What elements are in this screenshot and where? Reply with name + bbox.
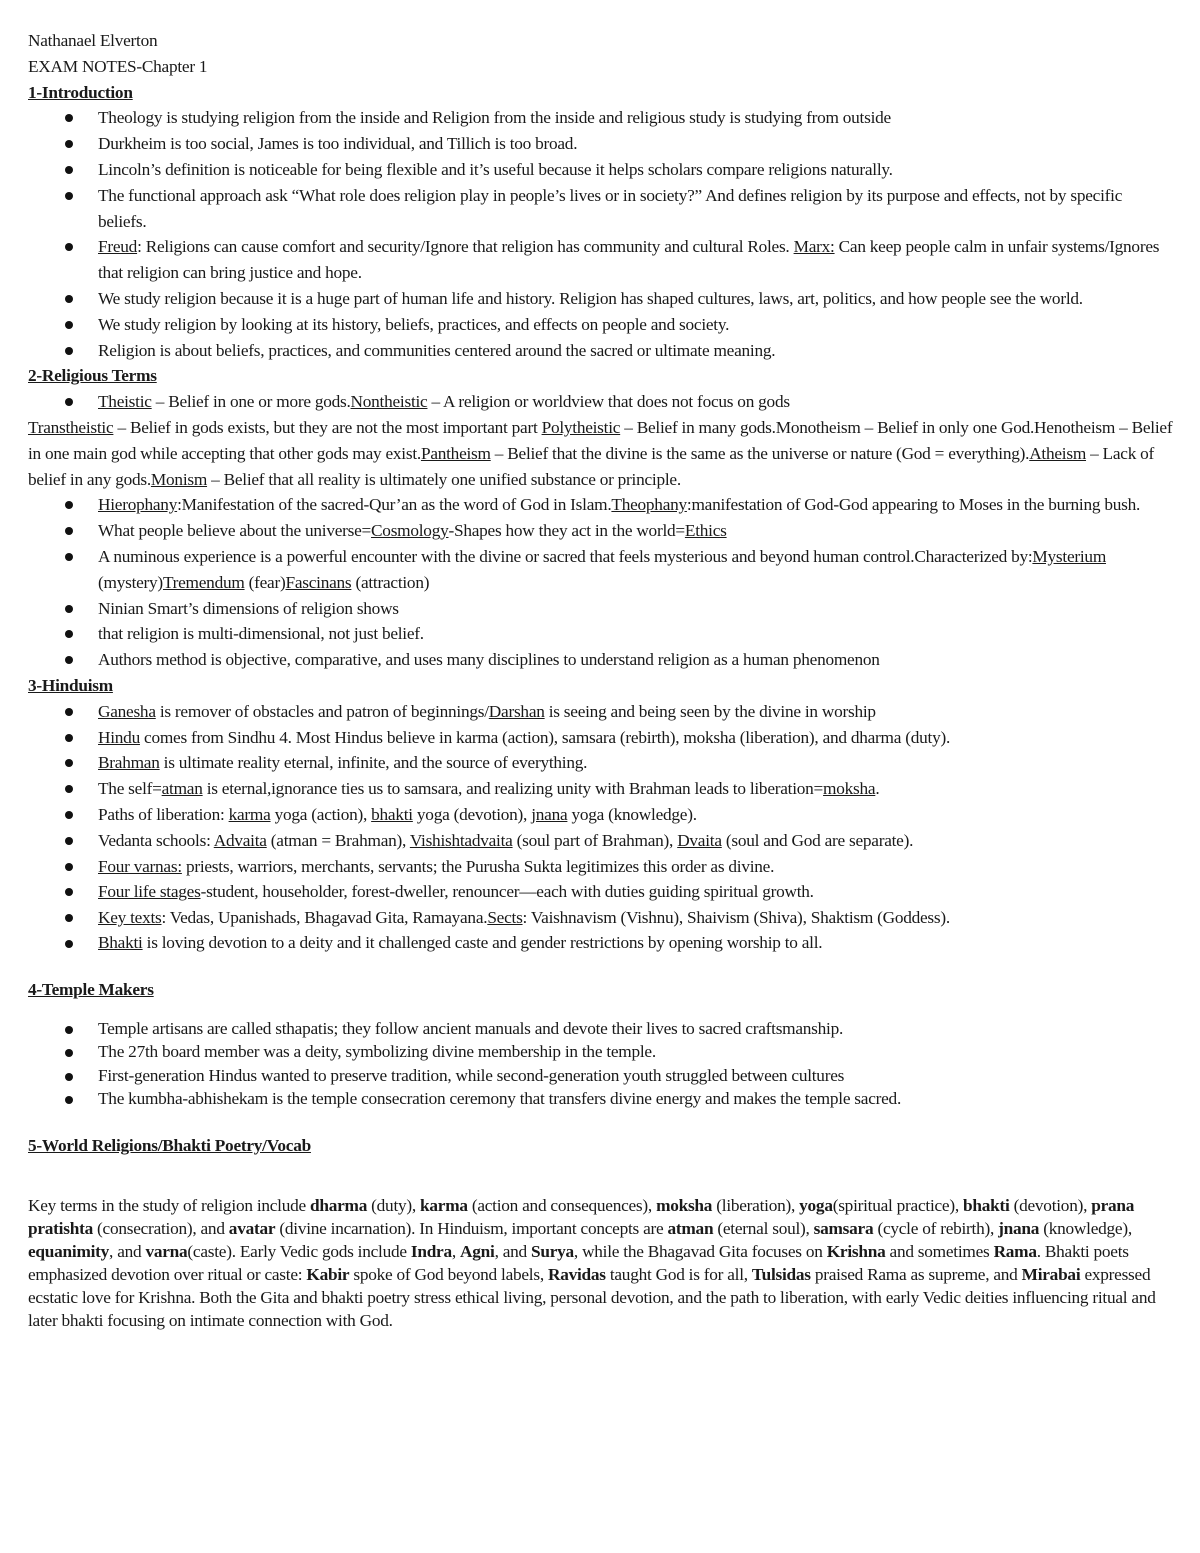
section-heading-temple-makers: 4-Temple Makers — [28, 979, 154, 999]
list-item: A numinous experience is a powerful encounter with the divine or sacred that feels mysterious and beyond human control.Characterized by:Mysterium (mystery)Tremendum (fear)Fascinans (attraction) — [28, 544, 1173, 596]
list-item: Authors method is objective, comparative, and uses many disciplines to understand religion as a human phenomenon — [28, 647, 1173, 673]
section-heading-world-religions: 5-World Religions/Bhakti Poetry/Vocab — [28, 1135, 311, 1155]
list-item: Four life stages-student, householder, forest-dweller, renouncer—each with duties guiding spiritual growth. — [28, 879, 1173, 905]
list-item: What people believe about the universe=Cosmology-Shapes how they act in the world=Ethics — [28, 518, 1173, 544]
section-heading-religious-terms: 2-Religious Terms — [28, 366, 157, 386]
section-heading-introduction: 1-Introduction — [28, 82, 133, 102]
document-title: EXAM NOTES-Chapter 1 — [28, 56, 208, 76]
list-item: Paths of liberation: karma yoga (action), bhakti yoga (devotion), jnana yoga (knowledge). — [28, 802, 1173, 828]
spacer — [28, 1158, 1173, 1172]
list-item: Religion is about beliefs, practices, and communities centered around the sacred or ultimate meaning. — [28, 338, 1173, 364]
list-item: Ganesha is remover of obstacles and patron of beginnings/Darshan is seeing and being seen by the divine in worship — [28, 699, 1173, 725]
list-item: The 27th board member was a deity, symbolizing divine membership in the temple. — [28, 1040, 1173, 1064]
list-item: Lincoln’s definition is noticeable for being flexible and it’s useful because it helps scholars compare religions naturally. — [28, 157, 1173, 183]
spacer — [28, 954, 1173, 977]
list-item: Brahman is ultimate reality eternal, infinite, and the source of everything. — [28, 750, 1173, 776]
author-name: Nathanael Elverton — [28, 31, 158, 50]
spacer — [28, 1172, 1173, 1194]
religious-terms-list — [28, 389, 1173, 415]
list-item: Bhakti is loving devotion to a deity and it challenged caste and gender restrictions by opening worship to all. — [28, 931, 1173, 954]
list-item: Hindu comes from Sindhu 4. Most Hindus believe in karma (action), samsara (rebirth), moksha (liberation), and dharma (duty). — [28, 725, 1173, 751]
list-item: The kumbha-abhishekam is the temple consecration ceremony that transfers divine energy and makes the temple sacred. — [28, 1087, 1173, 1111]
temple-makers-list — [28, 1017, 1173, 1111]
list-item: Ninian Smart’s dimensions of religion shows — [28, 596, 1173, 622]
list-item: Freud: Religions can cause comfort and security/Ignore that religion has community and cultural Roles. Marx: Can keep people calm in unfair systems/Ignores that religion can bring justice and hope. — [28, 234, 1173, 286]
list-item: We study religion because it is a huge part of human life and history. Religion has shaped cultures, laws, art, politics, and how people see the world. — [28, 286, 1173, 312]
list-item: Vedanta schools: Advaita (atman = Brahman), Vishishtadvaita (soul part of Brahman), Dvaita (soul and God are separate). — [28, 828, 1173, 854]
introduction-list — [28, 105, 1173, 363]
list-item: Hierophany:Manifestation of the sacred-Qur’an as the word of God in Islam.Theophany:manifestation of God-God appearing to Moses in the burning bush. — [28, 492, 1173, 518]
spacer — [28, 1111, 1173, 1133]
list-item: The self=atman is eternal,ignorance ties us to samsara, and realizing unity with Brahman leads to liberation=moksha. — [28, 776, 1173, 802]
list-item: Key texts: Vedas, Upanishads, Bhagavad Gita, Ramayana.Sects: Vaishnavism (Vishnu), Shaivism (Shiva), Shaktism (Goddess). — [28, 905, 1173, 931]
list-item: Durkheim is too social, James is too individual, and Tillich is too broad. — [28, 131, 1173, 157]
list-item: Four varnas: priests, warriors, merchants, servants; the Purusha Sukta legitimizes this order as divine. — [28, 854, 1173, 880]
list-item: First-generation Hindus wanted to preserve tradition, while second-generation youth struggled between cultures — [28, 1064, 1173, 1088]
hinduism-list — [28, 699, 1173, 954]
terms-paragraph: Transtheistic – Belief in gods exists, but they are not the most important part Polytheistic – Belief in many gods.Monotheism – Belief in only one God.Henotheism – Belief in one main god while accepting that other gods may exist.Pantheism – Belief that the divine is the same as the universe or nature (God = everything).Atheism – Lack of belief in any gods.Monism – Belief that all reality is ultimately one unified substance or principle. — [28, 417, 1173, 489]
document-page — [28, 28, 1173, 1332]
section-heading-hinduism: 3-Hinduism — [28, 675, 113, 695]
list-item: Temple artisans are called sthapatis; they follow ancient manuals and devote their lives to sacred craftsmanship. — [28, 1017, 1173, 1041]
list-item: Theistic – Belief in one or more gods.Nontheistic – A religion or worldview that does not focus on gods — [28, 389, 1173, 415]
list-item: We study religion by looking at its history, beliefs, practices, and effects on people and society. — [28, 312, 1173, 338]
spacer — [28, 1003, 1173, 1017]
list-item: that religion is multi-dimensional, not just belief. — [28, 621, 1173, 647]
religious-terms-list-2 — [28, 492, 1173, 673]
vocab-paragraph: Key terms in the study of religion include dharma (duty), karma (action and consequences), moksha (liberation), yoga(spiritual practice), bhakti (devotion), prana pratishta (consecration), and avatar (divine incarnation). In Hinduism, important concepts are atman (eternal soul), samsara (cycle of rebirth), jnana (knowledge), equanimity, and varna(caste). Early Vedic gods include Indra, Agni, and Surya, while the Bhagavad Gita focuses on Krishna and sometimes Rama. Bhakti poets emphasized devotion over ritual or caste: Kabir spoke of God beyond labels, Ravidas taught God is for all, Tulsidas praised Rama as supreme, and Mirabai expressed ecstatic love for Krishna. Both the Gita and bhakti poetry stress ethical living, personal devotion, and the path to liberation, with early Vedic deities influencing ritual and later bhakti focusing on intimate connection with God. — [28, 1196, 1156, 1331]
list-item: The functional approach ask “What role does religion play in people’s lives or in society?” And defines religion by its purpose and effects, not by specific beliefs. — [28, 183, 1173, 235]
list-item: Theology is studying religion from the inside and Religion from the inside and religious study is studying from outside — [28, 105, 1173, 131]
